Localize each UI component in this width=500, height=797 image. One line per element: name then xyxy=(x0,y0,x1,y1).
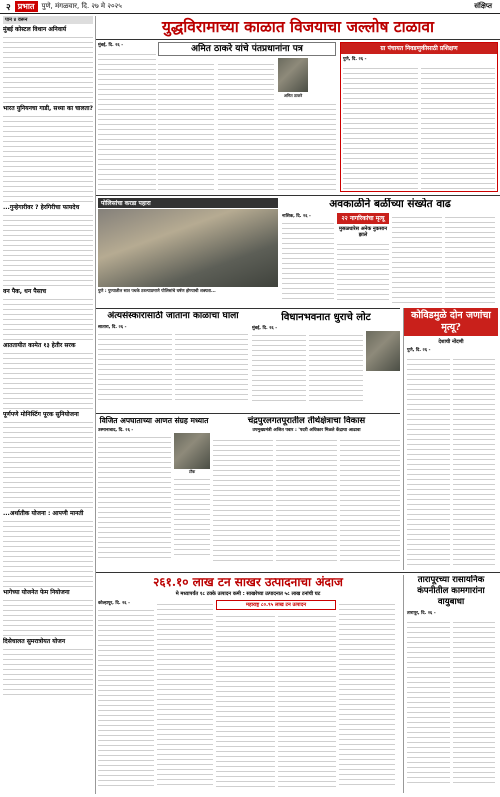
top-story-byline: मुंबई, दि. २६ - xyxy=(98,43,124,48)
police-photo xyxy=(98,209,278,287)
article-text-block xyxy=(218,60,274,192)
article-text-block xyxy=(157,600,213,786)
article-text-block xyxy=(3,645,93,695)
article-text-block xyxy=(278,612,337,788)
article-text-block xyxy=(98,330,172,400)
chem-headline: तारापूरच्या रासायनिक कंपनीतील कामगारांना वायुबाधा xyxy=(417,575,485,607)
funeral-byline: सातारा, दि. २६ - xyxy=(98,325,127,330)
assembly-headline: विधानभवनात धुराचे लोट xyxy=(281,312,371,323)
left-heading-7: ...अर्थातीक योजना : आपणी मानती xyxy=(3,510,84,517)
disaster-highlight: २२ नागरिकांचा मृत्यू xyxy=(337,213,389,224)
assembly-byline: मुंबई, दि. २६ - xyxy=(252,326,278,331)
left-heading-8: भागेच्या योजनेत फेम नियोजना xyxy=(3,589,70,596)
article-text-block xyxy=(158,60,214,192)
accident-photo-caption: टॉक xyxy=(188,469,196,474)
article-text-block xyxy=(309,331,363,403)
sugar-headline: २६१.१० लाख टन साखर उत्पादनाचा अंदाज xyxy=(153,575,343,589)
police-section-title: पोलिसांचा करडा पहारा xyxy=(98,198,278,208)
left-column xyxy=(3,16,93,794)
funeral-story xyxy=(98,311,248,411)
article-text-block xyxy=(445,213,495,305)
right-box xyxy=(340,42,498,192)
article-text-block xyxy=(407,355,450,567)
accident-photo xyxy=(174,433,210,469)
disaster-byline: नाशिक, दि. २६ - xyxy=(282,214,311,219)
disaster-story xyxy=(282,198,498,306)
continued-tag: पान ४ वरून xyxy=(3,16,93,24)
accident-headline: विजित अपघाताच्या आणत संग्रह मध्यात xyxy=(99,416,209,425)
article-text-block xyxy=(3,517,93,587)
left-heading-5: आततायीत कामेत १३ हेतीर सरक xyxy=(3,342,76,349)
disaster-headline: अवकाळीने बळींच्या संख्येत वाढ xyxy=(329,198,451,210)
top-subhead: अमित ठाकरे यांचे पंतप्रधानांना पत्र xyxy=(191,44,303,54)
left-heading-6: पूर्णपणे मोनिस्टिंग पूरक सुनियोजना xyxy=(3,411,79,418)
top-banner-headline: युद्धविरामाच्या काळात विजयाचा जल्लोष टाळावा xyxy=(161,17,435,36)
left-heading-2: भारत युनियनचा गाडी, सध्या का चालता? xyxy=(3,105,93,112)
pandharpur-sub: उपमुख्यमंत्री अजित पवार : 'पदरी अधिकार मिळते केंद्राचा आढावा xyxy=(252,428,361,433)
sugar-byline: कोल्हापूर, दि. २६ - xyxy=(98,601,130,606)
accident-byline: उस्मानाबाद, दि. २६ - xyxy=(98,428,134,433)
article-text-block xyxy=(175,330,249,400)
pandharpur-headline: चंद्रपुरलगतपूरातील तीर्थक्षेत्राचा विकास xyxy=(247,416,366,426)
covid-story xyxy=(403,308,498,570)
right-box-headline: ग्रा पंचायत निवडणुकीसाठी प्रशिक्षण xyxy=(341,43,497,54)
right-box-byline: पुणे, दि. २६ - xyxy=(343,57,367,62)
article-text-block xyxy=(453,618,496,786)
article-text-block xyxy=(453,355,496,567)
covid-sub1: देशाची नोंदणी xyxy=(438,339,464,345)
article-text-block xyxy=(213,436,273,564)
sugar-story xyxy=(98,575,398,793)
article-text-block xyxy=(340,436,400,564)
article-text-block xyxy=(343,64,418,192)
smoke-photo xyxy=(366,331,400,371)
left-heading-3: ...गुन्हेगारीवर ? हेरगिरीचा फायदेच xyxy=(3,204,80,211)
covid-byline: पुणे, दि. २६ - xyxy=(407,348,431,353)
paper-name-logo: प्रभात xyxy=(15,1,38,12)
article-text-block xyxy=(337,240,389,302)
sugar-box: महाराष्ट्र ८०.९५ लाख टन उत्पादन xyxy=(216,600,336,610)
disaster-highlight-sub: मुसळधारेस अनेक नुकसान झाले xyxy=(339,226,387,238)
article-text-block xyxy=(407,618,450,786)
article-text-block xyxy=(98,606,154,786)
left-heading-1: मुंबई कोस्टल विधान अनिवार्य xyxy=(3,26,67,33)
article-text-block xyxy=(339,600,395,786)
article-text-block xyxy=(98,433,171,559)
accident-story xyxy=(98,416,210,568)
article-text-block xyxy=(3,596,93,636)
funeral-headline: अंत्यसंस्कारासाठी जाताना काळाचा घाला xyxy=(107,311,239,321)
article-text-block xyxy=(3,112,93,202)
article-text-block xyxy=(98,50,156,192)
amit-thackeray-photo xyxy=(278,58,308,92)
article-text-block xyxy=(3,295,93,340)
chem-story xyxy=(403,575,498,793)
article-text-block xyxy=(3,211,93,286)
article-text-block xyxy=(3,349,93,409)
left-heading-9: दिसेचालत सुमरात्रोयत योजन xyxy=(3,638,66,645)
left-heading-4: वन पैक, धन पैसाच xyxy=(3,288,47,295)
article-text-block xyxy=(421,64,496,192)
article-text-block xyxy=(3,418,93,508)
masthead xyxy=(0,0,500,14)
covid-headline: कोविडमुळे दोन जणांचा मृत्यू? xyxy=(404,308,498,336)
top-story-col1 xyxy=(98,42,156,192)
sugar-sub: मे मध्यापर्यंत १८ टक्के उत्पादन कमी : साखरेच्या उत्पादनात ५८ लाख टनांची घट xyxy=(175,591,321,597)
top-subhead-box xyxy=(158,42,336,56)
pandharpur-story xyxy=(213,416,400,568)
chem-byline: तारापूर, दि. २६ - xyxy=(407,611,436,616)
photo-caption: अमित ठाकरे xyxy=(283,93,303,98)
date-line: पुणे, मंगळवार, दि. २७ मे २०२५ xyxy=(41,2,122,10)
article-text-block xyxy=(3,33,93,103)
page-number: २ xyxy=(6,3,11,13)
section-label: संक्षिप्त xyxy=(474,2,492,10)
article-text-block xyxy=(392,213,442,305)
assembly-story xyxy=(252,311,400,411)
police-photo-caption: पुणे : पुण्यातील सात पथके ठरल्याप्रमाणे पोलिसांचे घर्षण होण्याची शक्यता... xyxy=(98,288,216,293)
article-text-block xyxy=(252,331,306,403)
article-text-block xyxy=(216,612,275,788)
police-section xyxy=(98,198,278,306)
article-text-block xyxy=(282,219,334,303)
article-text-block xyxy=(278,100,336,192)
article-text-block xyxy=(276,436,336,564)
article-text-block xyxy=(174,475,210,559)
